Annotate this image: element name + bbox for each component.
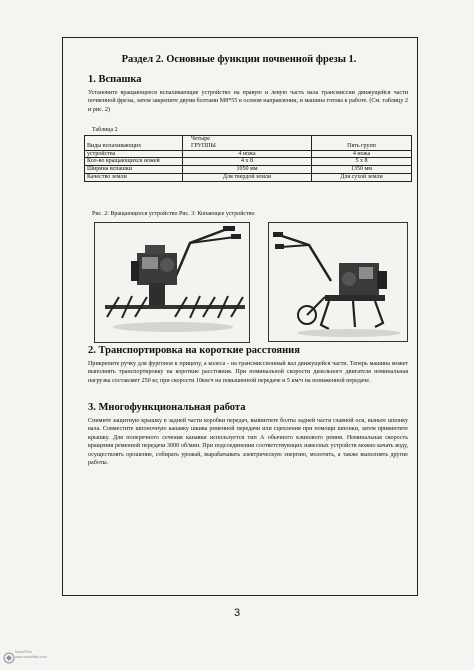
section-3-heading: 3. Многофункциональная работа xyxy=(88,402,246,413)
table-header-cell: Пять групп xyxy=(312,136,412,151)
digging-device-illustration xyxy=(269,223,407,341)
page-number: 3 xyxy=(233,607,241,619)
table-cell: Для сухой земли xyxy=(312,173,412,181)
table-cell: Для твердой земли xyxy=(183,173,312,181)
section-3-text: Снимите защитную крышку в задней части коробки передач, вывинтите болты задней части главной оси, выньте шпонку вала. Совместите шпоночную канавку шкива ременной передачи или сцепления при помощи шпонки, затем привинтите крышку. Для поперечного сечения канавки используется тип А обычного клинового ремня. Номинальная скорость вращения ременной передачи 3000 об/мин. При подсоединении соответствующих навесных устройств можно качать воду, осуществлять орошение, собирать урожай, вырабатывать электрическую энергию, молотить, а также выполнять другие работы. xyxy=(88,418,408,467)
table-row xyxy=(85,166,412,174)
spec-table xyxy=(84,135,412,182)
table-row xyxy=(85,158,412,166)
figure-rotary-tiller xyxy=(94,222,250,343)
table-cell: 5 х 8 xyxy=(312,158,412,166)
table-cell: Качество земли xyxy=(85,173,183,181)
table-header-text: ГРУППЫ xyxy=(191,142,216,149)
table-cell: Кол-во вращающихся ножей xyxy=(85,158,183,166)
figure-caption: Рис. 2: Вращающееся устройство Рис. 3: Копающее устройство xyxy=(92,211,255,217)
page-title: Раздел 2. Основные функции почвенной фрезы 1. xyxy=(121,54,357,65)
table-header-cell xyxy=(183,136,312,151)
watermark-line: MotorFiles xyxy=(15,650,32,654)
table-row xyxy=(85,150,412,158)
table-cell: 1350 мм xyxy=(312,166,412,174)
rotary-tiller-illustration xyxy=(95,223,249,342)
watermark-text xyxy=(15,650,47,659)
table-header-text: Четыре xyxy=(191,136,210,142)
table-cell: устройства xyxy=(85,150,183,158)
table-cell: 4 ножа xyxy=(183,150,312,158)
table-cell: 4 х 8 xyxy=(183,158,312,166)
section-1-heading: 1. Вспашка xyxy=(88,74,142,85)
section-1-text: Установите вращающееся вспахивающие устройство на правую и левую часть вала трансмиссии движущейся части почвенной фрезы, затем закрепите двумя болтами М8*55 в осевом направлении, и машина готова к работе. (См. таблицу 2 и рис. 2) xyxy=(88,90,408,113)
watermark-line: www.motorfiles.com xyxy=(15,654,47,659)
table-row xyxy=(85,173,412,181)
table-caption: Таблица 2 xyxy=(92,127,118,133)
table-cell: 4 ножа xyxy=(312,150,412,158)
section-2-text: Прикрепите ручку для фургонов к прицепу, а колеса - на трансмиссионный вал движущейся части. Теперь машина может выполнять транспортировку на короткие расстояния. При номинальной скорости дизельного двигателя номинальная нагрузка составляет 250 кг, при скорости 10км/ч на повышенной передаче и 5 км/ч на пониженной передаче. xyxy=(88,361,408,384)
section-2-heading: 2. Транспортировка на короткие расстояния xyxy=(88,345,300,356)
table-cell: Ширина вспашки xyxy=(85,166,183,174)
table-header-cell: Виды вспахивающих xyxy=(85,136,183,151)
table-header-row xyxy=(85,136,412,151)
figure-digging-device xyxy=(268,222,408,342)
table-cell: 1050 мм xyxy=(183,166,312,174)
